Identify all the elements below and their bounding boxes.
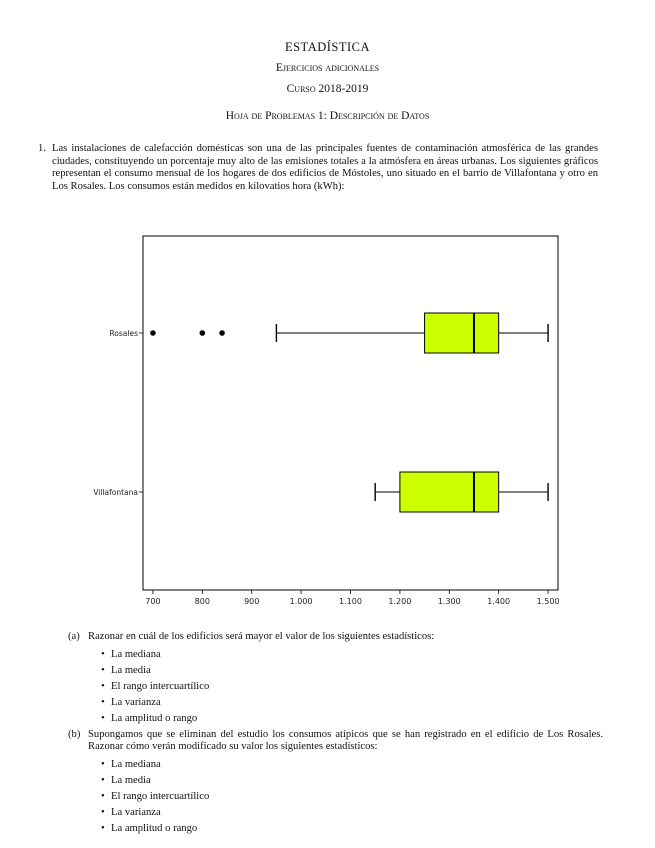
x-tick-label: 700 [145, 597, 161, 606]
question-a-text: Razonar en cuál de los edificios será mayor el valor de los siguientes estadísticos: [88, 631, 435, 642]
course-year: Curso 2018-2019 [286, 83, 369, 95]
question-b-text: Supongamos que se eliminan del estudio los consumos atípicos que se han registrado en el edificio de Los Rosales. Razonar cómo verán modificado su valor los siguientes estadísticos: [88, 728, 603, 752]
list-item: • La varianza [101, 695, 603, 711]
sheet-title: Hoja de Problemas 1: Descripción de Datos [225, 110, 430, 122]
list-item: • El rango intercuartílico [101, 789, 603, 805]
list-item: • La media [101, 773, 603, 789]
category-label: Villafontana [93, 488, 138, 497]
outlier-point [150, 330, 156, 336]
outlier-point [200, 330, 206, 336]
question-b-label: (b) [68, 728, 81, 740]
list-item: • La mediana [101, 647, 603, 663]
list-item: • La amplitud o rango [101, 821, 603, 837]
category-label: Rosales [109, 329, 138, 338]
list-item: • La media [101, 663, 603, 679]
x-tick-label: 1.000 [289, 597, 313, 606]
questions [68, 631, 603, 839]
x-tick-label: 1.100 [339, 597, 362, 606]
document-subtitle: Ejercicios adicionales [275, 62, 380, 74]
x-tick-label: 800 [194, 597, 210, 606]
list-item: • El rango intercuartílico [101, 679, 603, 695]
question-a-list [101, 647, 603, 727]
x-tick-label: 900 [244, 597, 260, 606]
document-title: ESTADÍSTICA [284, 40, 371, 54]
iqr-box [425, 313, 499, 353]
problem-text: Las instalaciones de calefacción domésticas son una de las principales fuentes de contaminación atmosférica de las grandes ciudades, constituyendo un porcentaje muy alto de las emisiones totales a la atmósfera en áreas urbanas. Los siguientes gráficos representan el consumo mensual de los hogares de dos edificios de Móstoles, uno situado en el barrio de Villafontana y otro en Los Rosales. Los consumos están medidos en kilovatios hora (kWh): [52, 143, 598, 193]
question-b [68, 729, 603, 837]
list-item: • La varianza [101, 805, 603, 821]
question-a-label: (a) [68, 631, 80, 642]
question-b-list [101, 757, 603, 837]
x-tick-label: 1.400 [487, 597, 511, 606]
problem-number: 1. [38, 143, 46, 154]
plot-frame [143, 236, 558, 590]
x-tick-label: 1.500 [536, 597, 560, 606]
outlier-point [219, 330, 225, 336]
question-a [68, 631, 603, 727]
iqr-box [400, 472, 499, 512]
x-tick-label: 1.300 [437, 597, 461, 606]
x-tick-label: 1.200 [388, 597, 412, 606]
list-item: • La amplitud o rango [101, 711, 603, 727]
list-item: • La mediana [101, 757, 603, 773]
